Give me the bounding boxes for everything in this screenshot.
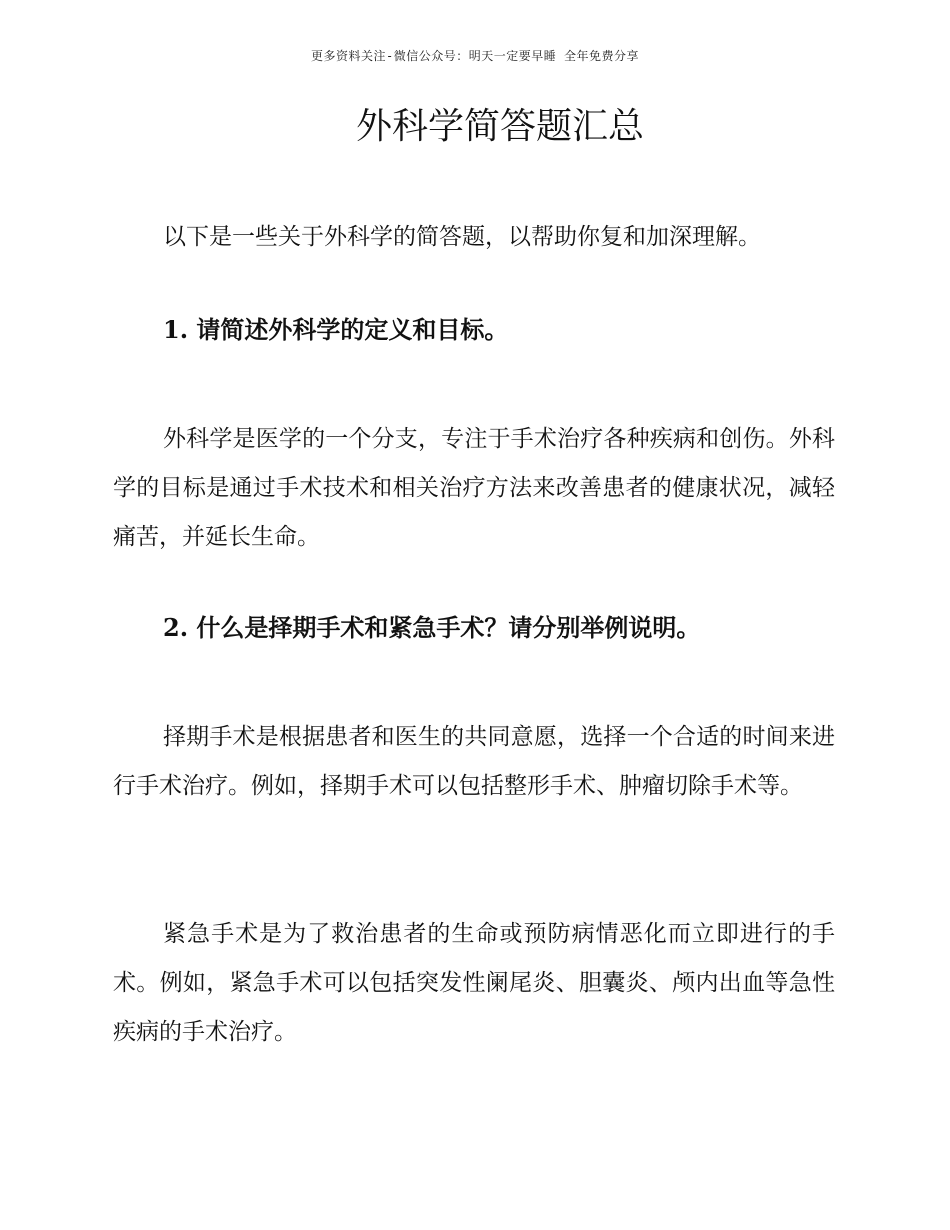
answer-2-paragraph-1: 择期手术是根据患者和医生的共同意愿，选择一个合适的时间来进行手术治疗。例如，择期手术可以包括整形手术、肿瘤切除手术等。 xyxy=(113,724,835,799)
page-title: 外科学简答题汇总 xyxy=(355,106,644,147)
question-2-text: 什么是择期手术和紧急手术？请分别举例说明。 xyxy=(196,614,701,642)
intro-paragraph: 以下是一些关于外科学的简答题，以帮助你复和加深理解。 xyxy=(163,224,761,250)
question-1-text: 请简述外科学的定义和目标。 xyxy=(196,316,509,344)
question-2-number: 2. xyxy=(163,613,189,642)
answer-1-paragraph: 外科学是医学的一个分支，专注于手术治疗各种疾病和创伤。外科学的目标是通过手术技术和相关治疗方法来改善患者的健康状况，减轻痛苦，并延长生命。 xyxy=(113,426,835,550)
question-1-number: 1. xyxy=(163,315,189,344)
header-note: 更多资料关注-微信公众号：明天一定要早睡 全年免费分享 xyxy=(311,49,639,63)
question-2-heading xyxy=(163,612,843,644)
answer-2-paragraph-2: 紧急手术是为了救治患者的生命或预防病情恶化而立即进行的手术。例如，紧急手术可以包括突发性阑尾炎、胆囊炎、颅内出血等急性疾病的手术治疗。 xyxy=(113,921,835,1045)
question-1-heading xyxy=(163,314,843,346)
